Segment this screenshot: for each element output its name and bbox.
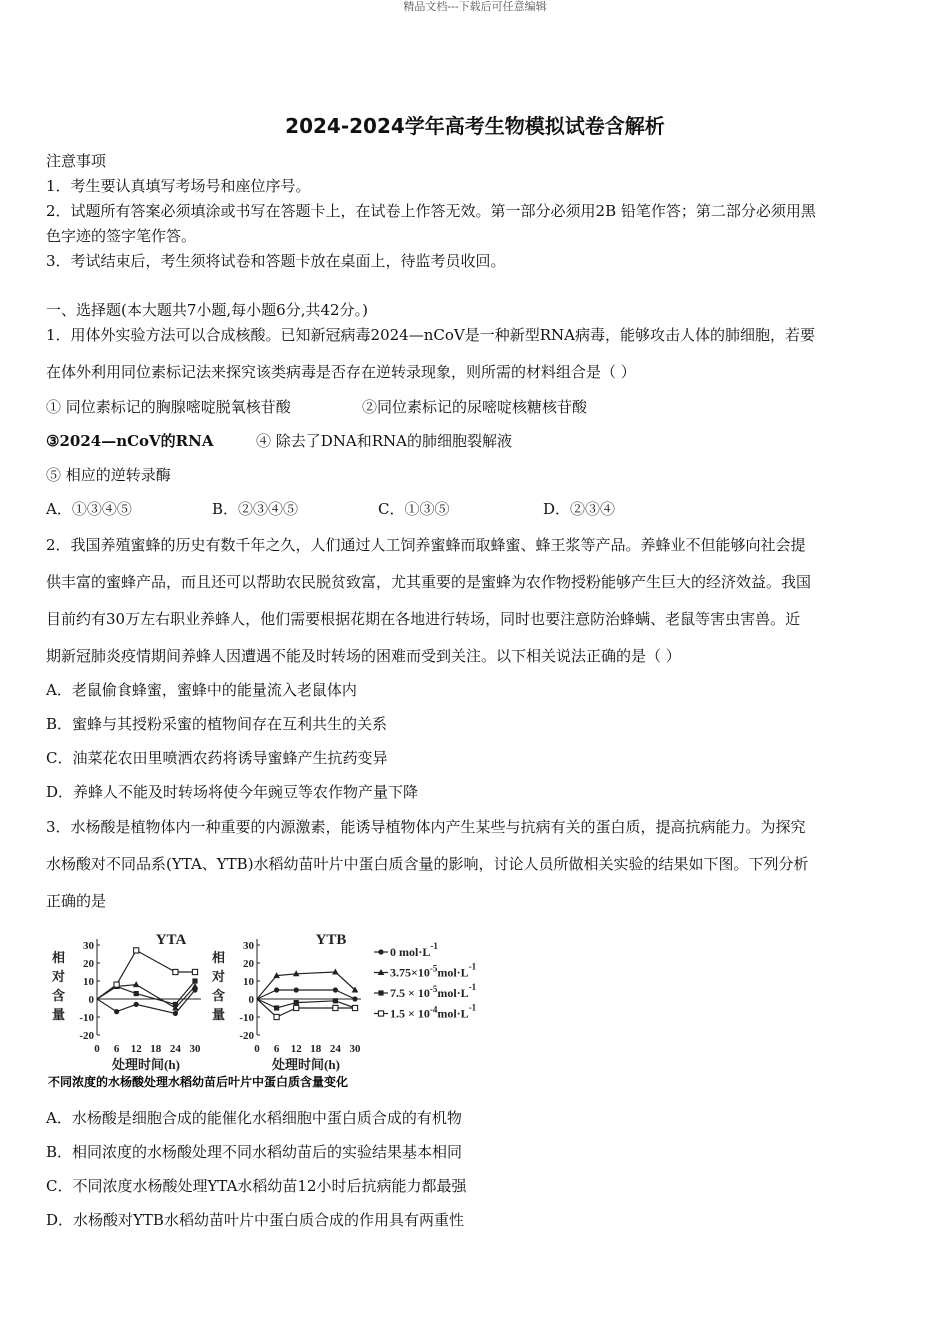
y-axis-label-char: 量 (212, 1007, 226, 1022)
question-3-option-b: B．相同浓度的水杨酸处理不同水稻幼苗后的实验结果基本相同 (46, 1143, 463, 1161)
material-item: ③2024—nCoV的RNA (46, 432, 214, 450)
x-axis-label: 处理时间(h) (272, 1057, 340, 1072)
data-point (192, 969, 197, 974)
notice-heading: 注意事项 (46, 152, 107, 170)
data-point (134, 991, 139, 996)
data-point (173, 969, 178, 974)
y-tick-label: 30 (243, 940, 254, 952)
question-2-text: 供丰富的蜜蜂产品，而且还可以帮助农民脱贫致富，尤其重要的是蜜蜂为农作物授粉能够产生巨大的经济效益。我国 (46, 573, 812, 591)
x-axis-label: 处理时间(h) (112, 1057, 180, 1072)
x-tick-label: 18 (150, 1043, 162, 1055)
series-line (97, 981, 195, 1004)
data-point (173, 1002, 178, 1007)
panel-title: YTB (315, 932, 347, 948)
legend-marker (378, 949, 383, 954)
section-heading: 一、选择题(本大题共7小题,每小题6分,共42分。) (46, 301, 368, 319)
data-point (114, 1009, 119, 1014)
page-header: 精品文档---下载后可任意编辑 (403, 0, 547, 13)
material-item: ⑤ 相应的逆转录酶 (46, 466, 171, 484)
x-tick-label: 24 (329, 1043, 341, 1055)
y-tick-label: -10 (79, 1012, 94, 1024)
legend-label: $3.75\times 10^{-5}mol\cdot L^{-1}$ (390, 961, 477, 980)
notice-item: 2．试题所有答案必须填涂或书写在答题卡上，在试卷上作答无效。第一部分必须用2B 铅笔作答；第二部分必须用黑 (46, 202, 816, 220)
legend-marker (378, 990, 383, 995)
legend-marker (378, 1011, 383, 1016)
y-axis-label-char: 相 (52, 950, 66, 965)
data-point (333, 987, 338, 992)
series-line (257, 990, 355, 999)
question-1-option-c: C．①③⑤ (378, 500, 450, 518)
y-tick-label: 0 (248, 994, 254, 1006)
material-item: ④ 除去了DNA和RNA的肺细胞裂解液 (256, 432, 513, 450)
data-point (134, 948, 139, 953)
series-line (97, 950, 195, 999)
question-1-option-a: A．①③④⑤ (46, 500, 132, 518)
x-tick-label: 18 (310, 1043, 322, 1055)
data-point (192, 978, 197, 983)
y-tick-label: 0 (88, 994, 94, 1006)
data-point (333, 998, 338, 1003)
y-tick-label: -20 (239, 1030, 254, 1042)
x-tick-label: 30 (349, 1043, 361, 1055)
y-axis-label-char: 相 (212, 950, 226, 965)
chart-legend (374, 941, 477, 1021)
question-1-text: 在体外利用同位素标记法来探究该类病毒是否存在逆转录现象，则所需的材料组合是（ ） (46, 363, 636, 381)
question-3-text: 3．水杨酸是植物体内一种重要的内源激素，能诱导植物体内产生某些与抗病有关的蛋白质，提高抗病能力。为探究 (46, 818, 806, 836)
x-tick-label: 0 (254, 1043, 260, 1055)
question-2-text: 目前约有30万左右职业养蜂人，他们需要根据花期在各地进行转场，同时也要注意防治蜂螨、老鼠等害虫害兽。近 (46, 610, 801, 628)
question-1-text: 1．用体外实验方法可以合成核酸。已知新冠病毒2024—nCoV是一种新型RNA病毒，能够攻击人体的肺细胞，若要 (46, 326, 815, 344)
panel-title: YTA (155, 932, 187, 948)
notice-item: 3．考试结束后，考生须将试卷和答题卡放在桌面上，待监考员收回。 (46, 252, 506, 270)
protein-content-chart (45, 924, 515, 1094)
y-axis-label-char: 含 (52, 988, 66, 1003)
question-3-text: 水杨酸对不同品系(YTA、YTB)水稻幼苗叶片中蛋白质含量的影响，讨论人员所做相关实验的结果如下图。下列分析 (46, 855, 809, 873)
data-point (332, 969, 339, 975)
y-tick-label: 10 (83, 976, 94, 988)
y-tick-label: 30 (83, 940, 94, 952)
question-3-option-a: A．水杨酸是细胞合成的能催化水稻细胞中蛋白质合成的有机物 (46, 1109, 462, 1127)
y-axis-label-char: 量 (52, 1007, 66, 1022)
y-tick-label: 10 (243, 976, 254, 988)
data-point (134, 1002, 139, 1007)
y-tick-label: -10 (239, 1012, 254, 1024)
y-tick-label: -20 (79, 1030, 94, 1042)
x-tick-label: 12 (130, 1043, 142, 1055)
y-axis-label-char: 对 (212, 969, 226, 984)
data-point (274, 1005, 279, 1010)
question-1-option-d: D．②③④ (543, 500, 616, 518)
question-3-text: 正确的是 (46, 892, 107, 910)
x-tick-label: 0 (94, 1043, 100, 1055)
data-point (173, 1011, 178, 1016)
legend-label: $7.5 \times 10^{-5}mol\cdot L^{-1}$ (390, 982, 477, 1000)
exam-title: 2024-2024学年高考生物模拟试卷含解析 (285, 114, 665, 138)
x-tick-label: 12 (290, 1043, 302, 1055)
data-point (294, 1005, 299, 1010)
panel-ytb (211, 932, 361, 1072)
notice-item: 1．考生要认真填写考场号和座位序号。 (46, 177, 311, 195)
question-3-option-c: C．不同浓度水杨酸处理YTA水稻幼苗12小时后抗病能力都最强 (46, 1177, 467, 1195)
data-point (333, 1005, 338, 1010)
question-2-text: 2．我国养殖蜜蜂的历史有数千年之久，人们通过人工饲养蜜蜂而取蜂蜜、蜂王浆等产品。养蜂业不但能够向社会提 (46, 536, 806, 554)
y-tick-label: 20 (83, 958, 94, 970)
panel-yta (51, 932, 201, 1072)
x-tick-label: 6 (273, 1043, 280, 1055)
series-line (257, 972, 355, 999)
x-tick-label: 6 (113, 1043, 120, 1055)
material-item: ②同位素标记的尿嘧啶核糖核苷酸 (362, 398, 588, 416)
series-line (97, 990, 195, 1013)
question-2-option-c: C．油菜花农田里喷洒农药将诱导蜜蜂产生抗药变异 (46, 749, 388, 767)
legend-label: $1.5 \times 10^{-4}mol\cdot L^{-1}$ (390, 1002, 477, 1021)
series-line (257, 999, 355, 1008)
y-tick-label: 20 (243, 958, 254, 970)
data-point (352, 996, 357, 1001)
material-item: ① 同位素标记的胸腺嘧啶脱氧核苷酸 (46, 398, 291, 416)
x-tick-label: 30 (189, 1043, 201, 1055)
data-point (114, 982, 119, 987)
question-2-text: 期新冠肺炎疫情期间养蜂人因遭遇不能及时转场的困难而受到关注。以下相关说法正确的是（ ） (46, 647, 681, 665)
data-point (352, 1005, 357, 1010)
chart-caption: 不同浓度的水杨酸处理水稻幼苗后叶片中蛋白质含量变化 (48, 1075, 349, 1089)
question-2-option-d: D．养蜂人不能及时转场将使今年豌豆等农作物产量下降 (46, 783, 419, 801)
legend-label: 0 $mol\cdot L^{-1}$ (390, 941, 438, 959)
data-point (274, 1014, 279, 1019)
data-point (294, 987, 299, 992)
y-axis-label-char: 含 (212, 988, 226, 1003)
y-axis-label-char: 对 (52, 969, 66, 984)
question-2-option-a: A．老鼠偷食蜂蜜，蜜蜂中的能量流入老鼠体内 (46, 681, 357, 699)
data-point (294, 1000, 299, 1005)
notice-item: 色字迹的签字笔作答。 (46, 227, 197, 245)
question-3-option-d: D．水杨酸对YTB水稻幼苗叶片中蛋白质合成的作用具有两重性 (46, 1211, 464, 1229)
question-1-option-b: B．②③④⑤ (212, 500, 299, 518)
data-point (274, 987, 279, 992)
data-point (133, 981, 140, 987)
question-2-option-b: B．蜜蜂与其授粉采蜜的植物间存在互利共生的关系 (46, 715, 388, 733)
x-tick-label: 24 (169, 1043, 181, 1055)
